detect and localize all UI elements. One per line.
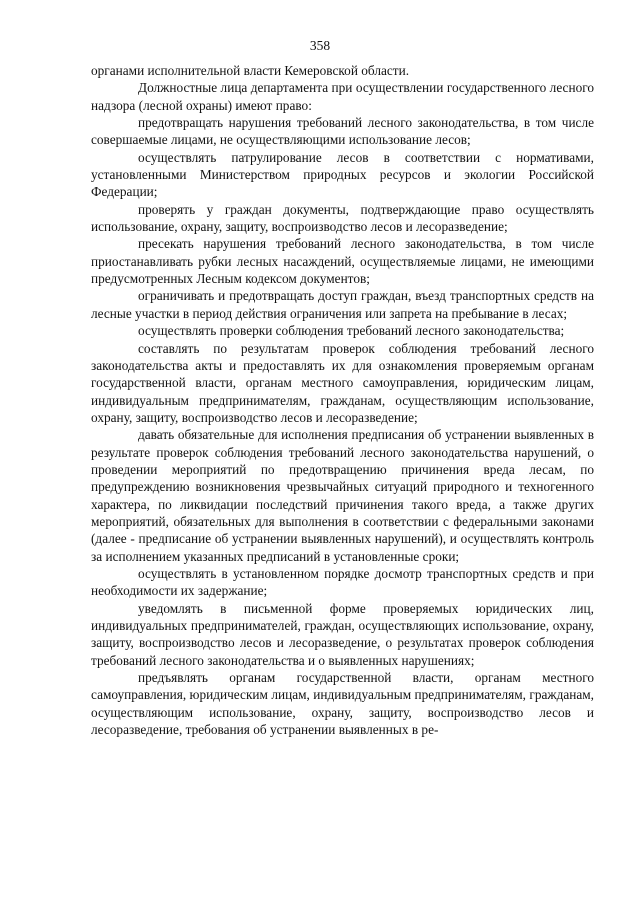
paragraph: предотвращать нарушения требований лесного законодательства, в том числе совершаемые лицами, не осуществляющими использование лесов;: [91, 115, 594, 148]
paragraph: ограничивать и предотвращать доступ граждан, въезд транспортных средств на лесные участки в период действия ограничения или запрета на пребывание в лесах;: [91, 288, 594, 321]
paragraph: органами исполнительной власти Кемеровской области.: [91, 63, 410, 78]
paragraph: осуществлять в установленном порядке досмотр транспортных средств и при необходимости их задержание;: [91, 565, 594, 599]
paragraph: пресекать нарушения требований лесного законодательства, в том числе приостанавливать рубки лесных насаждений, осуществляемые лицами, не имеющими предусмотренных Лесным кодексом документов;: [91, 236, 594, 287]
paragraph: Должностные лица департамента при осуществлении государственного лесного надзора (лесной охраны) имеют право:: [91, 80, 594, 113]
paragraph: проверять у граждан документы, подтверждающие право осуществлять использование, охрану, защиту, воспроизводство лесов и лесоразведение;: [91, 201, 594, 235]
paragraph: давать обязательные для исполнения предписания об устранении выявленных в результате проверок соблюдения требований лесного законодательства нарушений, о проведении мероприятий по предотвращению причинения вреда лесам, по предупреждению возникновения чрезвычайных ситуаций природного и техногенного характера, по ликвидации последствий причинения такого вреда, а также других мероприятий, обязательных для выполнения в соответствии с федеральными законами (далее - предписание об устранении выявленных нарушений), и осуществлять контроль за исполнением указанных предписаний в установленные сроки;: [91, 427, 594, 564]
paragraph: уведомлять в письменной форме проверяемых юридических лиц, индивидуальных предпринимателей, граждан, осуществляющих использование, охрану, защиту, воспроизводство лесов и лесоразведение, о результатах проверок соблюдения требований лесного законодательства и о выявленных нарушениях;: [91, 600, 594, 668]
body-text: [91, 62, 594, 738]
paragraph: осуществлять патрулирование лесов в соответствии с нормативами, установленными Министерством природных ресурсов и экологии Российской Федерации;: [91, 149, 594, 200]
page-number: 358: [309, 38, 331, 53]
paragraph: осуществлять проверки соблюдения требований лесного законодательства;: [138, 323, 565, 339]
paragraph: предъявлять органам государственной власти, органам местного самоуправления, юридическим лицам, индивидуальным предпринимателям, гражданам, осуществляющим использование, охрану, защиту, воспроизводство лесов и лесоразведение, требования об устранении выявленных в ре-: [91, 670, 594, 738]
paragraph: составлять по результатам проверок соблюдения требований лесного законодательства акты и предоставлять их для ознакомления проверяемым органам государственной власти, органам местного самоуправления, юридическим лицам, индивидуальным предпринимателям, гражданам, осуществляющим использование, охрану, защиту, воспроизводство лесов и лесоразведение;: [91, 340, 594, 425]
